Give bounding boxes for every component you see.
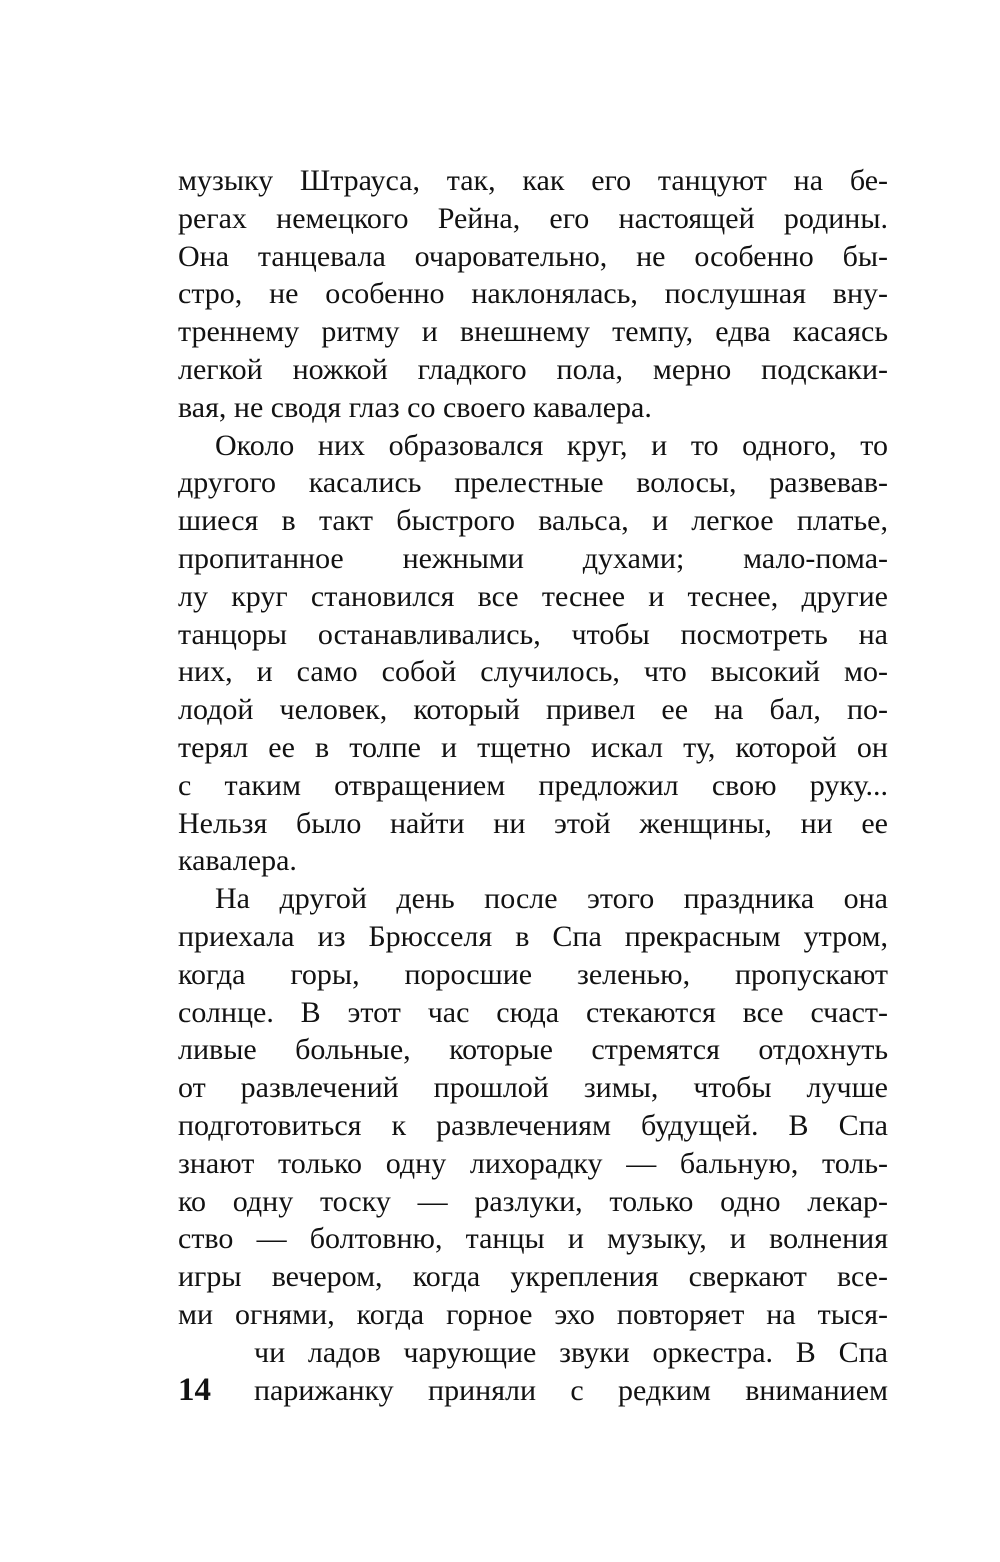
text-line: игры вечером, когда укрепления сверкают все- bbox=[178, 1260, 888, 1294]
text-line: терял ее в толпе и тщетно искал ту, которой он bbox=[178, 730, 888, 764]
text-line: шиеся в такт быстрого вальса, и легкое платье, bbox=[178, 504, 888, 538]
text-line: музыку Штрауса, так, как его танцуют на бе- bbox=[178, 164, 888, 197]
text-line: легкой ножкой гладкого пола, мерно подскаки- bbox=[178, 352, 888, 386]
text-line: когда горы, поросшие зеленью, пропускают bbox=[178, 957, 888, 991]
text-line: другого касались прелестные волосы, развевав- bbox=[178, 466, 888, 500]
text-block bbox=[178, 162, 888, 1409]
text-line: солнце. В этот час сюда стекаются все счаст- bbox=[178, 995, 888, 1029]
paragraph bbox=[178, 162, 888, 427]
text-line: пропитанное нежными духами; мало-пома- bbox=[178, 541, 888, 575]
text-line: Она танцевала очаровательно, не особенно бы- bbox=[178, 239, 888, 273]
text-line: кавалера. bbox=[178, 844, 297, 878]
text-line: чи ладов чарующие звуки оркестра. В Спа bbox=[254, 1335, 888, 1369]
text-line: Около них образовался круг, и то одного, то bbox=[215, 428, 888, 462]
text-line: с таким отвращением предложил свою руку... bbox=[178, 768, 888, 802]
text-line: приехала из Брюсселя в Спа прекрасным утром, bbox=[178, 919, 888, 953]
text-line: ми огнями, когда горное эхо повторяет на тыся- bbox=[178, 1297, 888, 1331]
text-line: танцоры останавливались, чтобы посмотреть на bbox=[178, 617, 888, 651]
text-line: подготовиться к развлечениям будущей. В Спа bbox=[178, 1108, 888, 1142]
text-line: них, и само собой случилось, что высокий мо- bbox=[178, 655, 888, 689]
text-line: парижанку приняли с редким вниманием bbox=[254, 1373, 888, 1407]
paragraph bbox=[178, 880, 888, 1409]
text-line: треннему ритму и внешнему темпу, едва касаясь bbox=[178, 315, 888, 349]
text-line: стро, не особенно наклонялась, послушная вну- bbox=[178, 277, 888, 311]
paragraph bbox=[178, 427, 888, 881]
text-line: ко одну тоску — разлуки, только одно лекар- bbox=[178, 1184, 888, 1218]
page-number: 14 bbox=[178, 1372, 211, 1408]
text-line: лу круг становился все теснее и теснее, другие bbox=[178, 579, 888, 613]
text-line: вая, не сводя глаз со своего кавалера. bbox=[178, 390, 652, 424]
text-line: ство — болтовню, танцы и музыку, и волнения bbox=[178, 1222, 888, 1256]
text-line: ливые больные, которые стремятся отдохнуть bbox=[178, 1033, 888, 1067]
text-line: регах немецкого Рейна, его настоящей родины. bbox=[178, 201, 888, 235]
text-line: Нельзя было найти ни этой женщины, ни ее bbox=[178, 806, 888, 840]
text-line: лодой человек, который привел ее на бал, по- bbox=[178, 693, 888, 727]
text-line: знают только одну лихорадку — бальную, толь- bbox=[178, 1146, 888, 1180]
text-line: от развлечений прошлой зимы, чтобы лучше bbox=[178, 1071, 888, 1105]
text-line: На другой день после этого праздника она bbox=[215, 882, 888, 916]
